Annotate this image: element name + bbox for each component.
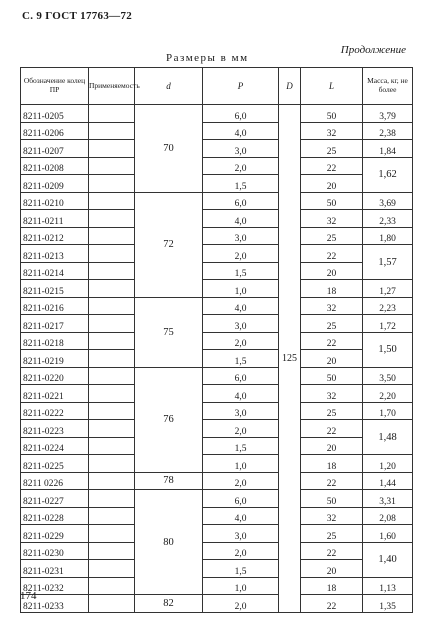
table-row — [21, 140, 413, 158]
dimensions-table — [20, 67, 413, 613]
designation-cell: 8211-0208 — [21, 157, 89, 175]
table-row — [21, 455, 413, 473]
table-row — [21, 577, 413, 595]
l-cell: 18 — [301, 455, 363, 473]
mass-cell: 1,13 — [363, 577, 413, 595]
l-cell: 32 — [301, 297, 363, 315]
l-cell: 22 — [301, 332, 363, 350]
application-cell — [89, 402, 135, 420]
application-cell — [89, 245, 135, 263]
p-cell: 2,0 — [203, 420, 279, 438]
designation-cell: 8211-0217 — [21, 315, 89, 333]
l-cell: 25 — [301, 525, 363, 543]
l-cell: 22 — [301, 472, 363, 490]
designation-cell: 8211-0220 — [21, 367, 89, 385]
table-row — [21, 192, 413, 210]
header-designation: Обозначение колец ПР — [21, 68, 89, 105]
application-cell — [89, 297, 135, 315]
mass-cell: 1,62 — [363, 157, 413, 192]
p-cell: 6,0 — [203, 367, 279, 385]
designation-cell: 8211-0233 — [21, 595, 89, 613]
table-row — [21, 262, 413, 280]
mass-cell: 3,31 — [363, 490, 413, 508]
l-cell: 20 — [301, 437, 363, 455]
application-cell — [89, 227, 135, 245]
table-row — [21, 490, 413, 508]
application-cell — [89, 525, 135, 543]
l-cell: 20 — [301, 350, 363, 368]
p-cell: 1,0 — [203, 280, 279, 298]
table-row — [21, 175, 413, 193]
mass-cell: 1,27 — [363, 280, 413, 298]
application-cell — [89, 490, 135, 508]
l-cell: 22 — [301, 595, 363, 613]
p-cell: 4,0 — [203, 385, 279, 403]
l-cell: 50 — [301, 490, 363, 508]
l-cell: 32 — [301, 210, 363, 228]
p-cell: 4,0 — [203, 122, 279, 140]
p-cell: 3,0 — [203, 140, 279, 158]
p-cell: 2,0 — [203, 472, 279, 490]
designation-cell: 8211-0211 — [21, 210, 89, 228]
d-cell: 72 — [135, 192, 203, 297]
table-row — [21, 227, 413, 245]
designation-cell: 8211-0229 — [21, 525, 89, 543]
table-row — [21, 332, 413, 350]
table-row — [21, 542, 413, 560]
application-cell — [89, 315, 135, 333]
p-cell: 1,0 — [203, 455, 279, 473]
p-cell: 4,0 — [203, 297, 279, 315]
designation-cell: 8211-0218 — [21, 332, 89, 350]
l-cell: 22 — [301, 542, 363, 560]
p-cell: 2,0 — [203, 157, 279, 175]
mass-cell: 1,40 — [363, 542, 413, 577]
application-cell — [89, 420, 135, 438]
d-cell: 70 — [135, 105, 203, 193]
application-cell — [89, 157, 135, 175]
p-cell: 2,0 — [203, 542, 279, 560]
designation-cell: 8211-0221 — [21, 385, 89, 403]
table-row — [21, 245, 413, 263]
p-cell: 1,5 — [203, 437, 279, 455]
header-p: P — [203, 68, 279, 105]
mass-cell: 1,35 — [363, 595, 413, 613]
designation-cell: 8211-0222 — [21, 402, 89, 420]
table-row — [21, 367, 413, 385]
header-L: L — [301, 68, 363, 105]
table-row — [21, 297, 413, 315]
l-cell: 32 — [301, 385, 363, 403]
l-cell: 50 — [301, 367, 363, 385]
p-cell: 6,0 — [203, 192, 279, 210]
mass-cell: 1,57 — [363, 245, 413, 280]
designation-cell: 8211-0205 — [21, 105, 89, 123]
table-row — [21, 122, 413, 140]
application-cell — [89, 367, 135, 385]
application-cell — [89, 192, 135, 210]
table-row — [21, 280, 413, 298]
d-cell: 80 — [135, 490, 203, 595]
l-cell: 32 — [301, 122, 363, 140]
designation-cell: 8211-0213 — [21, 245, 89, 263]
p-cell: 1,5 — [203, 262, 279, 280]
l-cell: 20 — [301, 262, 363, 280]
mass-cell: 1,84 — [363, 140, 413, 158]
designation-cell: 8211 0226 — [21, 472, 89, 490]
table-row — [21, 525, 413, 543]
p-cell: 1,5 — [203, 560, 279, 578]
p-cell: 4,0 — [203, 210, 279, 228]
table-row — [21, 385, 413, 403]
application-cell — [89, 122, 135, 140]
designation-cell: 8211-0210 — [21, 192, 89, 210]
application-cell — [89, 105, 135, 123]
table-row — [21, 315, 413, 333]
mass-cell: 1,20 — [363, 455, 413, 473]
l-cell: 25 — [301, 140, 363, 158]
p-cell: 3,0 — [203, 227, 279, 245]
designation-cell: 8211-0223 — [21, 420, 89, 438]
designation-cell: 8211-0209 — [21, 175, 89, 193]
designation-cell: 8211-0230 — [21, 542, 89, 560]
designation-cell: 8211-0216 — [21, 297, 89, 315]
application-cell — [89, 560, 135, 578]
application-cell — [89, 140, 135, 158]
application-cell — [89, 437, 135, 455]
mass-cell: 3,79 — [363, 105, 413, 123]
application-cell — [89, 507, 135, 525]
p-cell: 2,0 — [203, 595, 279, 613]
mass-cell: 3,69 — [363, 192, 413, 210]
p-cell: 3,0 — [203, 402, 279, 420]
page-number: 174 — [20, 590, 37, 602]
table-row — [21, 210, 413, 228]
table-row — [21, 595, 413, 613]
mass-cell: 2,38 — [363, 122, 413, 140]
p-cell: 1,0 — [203, 577, 279, 595]
table-row — [21, 507, 413, 525]
table-header-row — [21, 68, 413, 105]
p-cell: 1,5 — [203, 175, 279, 193]
d-cell: 75 — [135, 297, 203, 367]
header-mass: Масса, кг, не более — [363, 68, 413, 105]
mass-cell: 1,60 — [363, 525, 413, 543]
application-cell — [89, 280, 135, 298]
application-cell — [89, 332, 135, 350]
designation-cell: 8211-0232 — [21, 577, 89, 595]
d-cell: 78 — [135, 472, 203, 490]
table-row — [21, 105, 413, 123]
header-d: d — [135, 68, 203, 105]
designation-cell: 8211-0212 — [21, 227, 89, 245]
l-cell: 22 — [301, 245, 363, 263]
l-cell: 18 — [301, 280, 363, 298]
application-cell — [89, 542, 135, 560]
table-row — [21, 437, 413, 455]
table-row — [21, 157, 413, 175]
application-cell — [89, 595, 135, 613]
p-cell: 6,0 — [203, 105, 279, 123]
p-cell: 2,0 — [203, 245, 279, 263]
d-cell: 76 — [135, 367, 203, 472]
designation-cell: 8211-0231 — [21, 560, 89, 578]
l-cell: 18 — [301, 577, 363, 595]
table-row — [21, 472, 413, 490]
table-row — [21, 420, 413, 438]
designation-cell: 8211-0214 — [21, 262, 89, 280]
l-cell: 50 — [301, 105, 363, 123]
p-cell: 4,0 — [203, 507, 279, 525]
table-row — [21, 402, 413, 420]
designation-cell: 8211-0219 — [21, 350, 89, 368]
designation-cell: 8211-0227 — [21, 490, 89, 508]
D-cell: 125 — [279, 105, 301, 613]
p-cell: 6,0 — [203, 490, 279, 508]
l-cell: 50 — [301, 192, 363, 210]
application-cell — [89, 210, 135, 228]
mass-cell: 1,48 — [363, 420, 413, 455]
designation-cell: 8211-0224 — [21, 437, 89, 455]
designation-cell: 8211-0206 — [21, 122, 89, 140]
mass-cell: 1,50 — [363, 332, 413, 367]
application-cell — [89, 455, 135, 473]
mass-cell: 2,08 — [363, 507, 413, 525]
mass-cell: 2,20 — [363, 385, 413, 403]
l-cell: 20 — [301, 175, 363, 193]
sizes-caption: Размеры в мм — [166, 52, 249, 64]
table-row — [21, 350, 413, 368]
application-cell — [89, 262, 135, 280]
page-reference: С. 9 ГОСТ 17763—72 — [22, 10, 133, 22]
table-row — [21, 560, 413, 578]
mass-cell: 1,80 — [363, 227, 413, 245]
l-cell: 25 — [301, 315, 363, 333]
mass-cell: 1,70 — [363, 402, 413, 420]
l-cell: 25 — [301, 227, 363, 245]
l-cell: 32 — [301, 507, 363, 525]
mass-cell: 1,72 — [363, 315, 413, 333]
table-body — [21, 105, 413, 613]
mass-cell: 3,50 — [363, 367, 413, 385]
p-cell: 3,0 — [203, 525, 279, 543]
l-cell: 20 — [301, 560, 363, 578]
p-cell: 2,0 — [203, 332, 279, 350]
application-cell — [89, 472, 135, 490]
continuation-label: Продолжение — [340, 44, 406, 56]
header-application: Применяемость — [89, 68, 135, 105]
header-D: D — [279, 68, 301, 105]
application-cell — [89, 350, 135, 368]
designation-cell: 8211-0207 — [21, 140, 89, 158]
application-cell — [89, 577, 135, 595]
d-cell: 82 — [135, 595, 203, 613]
designation-cell: 8211-0225 — [21, 455, 89, 473]
application-cell — [89, 385, 135, 403]
mass-cell: 2,33 — [363, 210, 413, 228]
l-cell: 25 — [301, 402, 363, 420]
p-cell: 1,5 — [203, 350, 279, 368]
application-cell — [89, 175, 135, 193]
l-cell: 22 — [301, 420, 363, 438]
mass-cell: 1,44 — [363, 472, 413, 490]
l-cell: 22 — [301, 157, 363, 175]
designation-cell: 8211-0215 — [21, 280, 89, 298]
mass-cell: 2,23 — [363, 297, 413, 315]
p-cell: 3,0 — [203, 315, 279, 333]
designation-cell: 8211-0228 — [21, 507, 89, 525]
